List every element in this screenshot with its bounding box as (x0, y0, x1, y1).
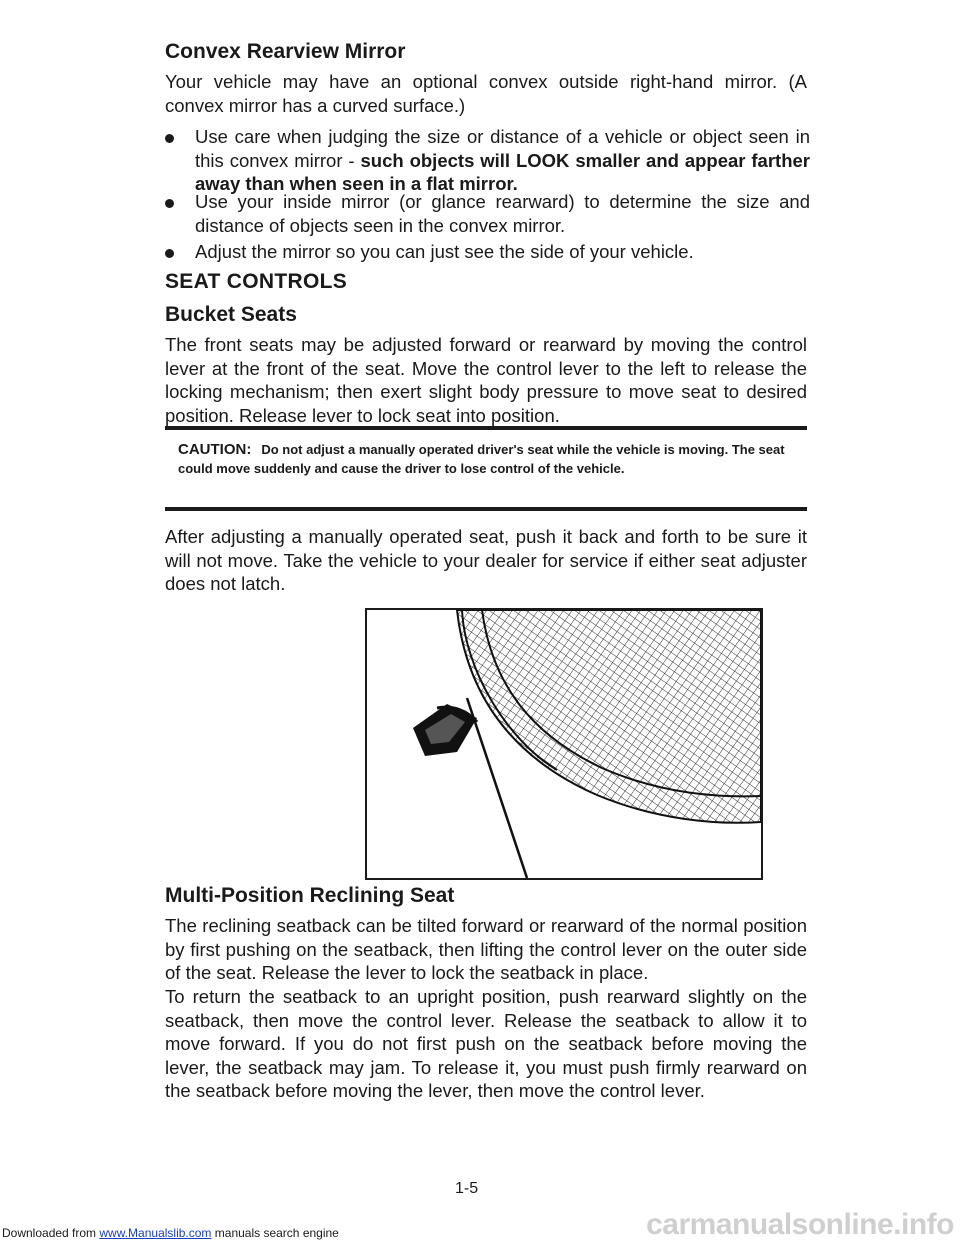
reclining-seat-heading: Multi-Position Reclining Seat (165, 884, 455, 907)
bullet-icon (165, 134, 174, 143)
watermark: carmanualsonline.info (646, 1208, 954, 1241)
convex-mirror-heading: Convex Rearview Mirror (165, 40, 406, 63)
seat-controls-heading: SEAT CONTROLS (165, 270, 348, 293)
bucket-seats-heading: Bucket Seats (165, 303, 297, 326)
bullet-item (165, 190, 810, 237)
seat-lever-illustration (365, 608, 763, 880)
bullet-icon (165, 249, 174, 258)
caution-box (178, 440, 803, 478)
bullet-icon (165, 199, 174, 208)
bullet-text: Adjust the mirror so you can just see the side of your vehicle. (195, 241, 694, 262)
bullet-text: Use your inside mirror (or glance rearward) to determine the size and distance of objects seen in the convex mirror. (195, 191, 810, 236)
caution-bottom-rule (165, 507, 807, 511)
reclining-text-1: The reclining seatback can be tilted forward or rearward of the normal position by first pushing on the seatback, then lifting the control lever on the outer side of the seat. Release the lever to lock the seatback in place. (165, 915, 807, 983)
after-adjusting-text: After adjusting a manually operated seat, push it back and forth to be sure it will not move. Take the vehicle to your dealer for service if either seat adjuster does not latch. (165, 526, 807, 594)
caution-text: Do not adjust a manually operated driver's seat while the vehicle is moving. The seat could move suddenly and cause the driver to lose control of the vehicle. (178, 442, 785, 476)
seat-lever-drawing (367, 610, 761, 878)
reclining-text-2: To return the seatback to an upright position, push rearward slightly on the seatback, then move the control lever. Release the seatback to allow it to move forward. If you do not first push on the seatback before moving the lever, the seatback may jam. To release it, you must push firmly rearward on the seatback before moving the lever, then move the control lever. (165, 986, 807, 1101)
bold-warning: such objects will LOOK smaller and appear farther away than when seen in a flat mirror. (195, 149, 810, 194)
download-footer: Downloaded from www.Manualslib.com manuals search engine (2, 1226, 339, 1240)
bullet-item (165, 240, 810, 264)
manualslib-link[interactable]: www.Manualslib.com (99, 1226, 212, 1240)
convex-mirror-intro: Your vehicle may have an optional convex outside right-hand mirror. (A convex mirror has a curved surface.) (165, 71, 807, 116)
caution-label: CAUTION: (178, 441, 252, 458)
caution-top-rule (165, 426, 807, 430)
bullet-text: Use care when judging the size or distance of a vehicle or object seen in this convex mirror - such objects will LOOK smaller and appear farther away than when seen in a flat mirror. (195, 126, 810, 194)
page-number: 1-5 (455, 1180, 479, 1197)
bucket-seats-text: The front seats may be adjusted forward or rearward by moving the control lever at the front of the seat. Move the control lever to the left to release the locking mechanism; then exert slight body pressure to move seat to desired position. Release lever to lock seat into position. (165, 334, 807, 426)
bullet-item (165, 125, 810, 196)
